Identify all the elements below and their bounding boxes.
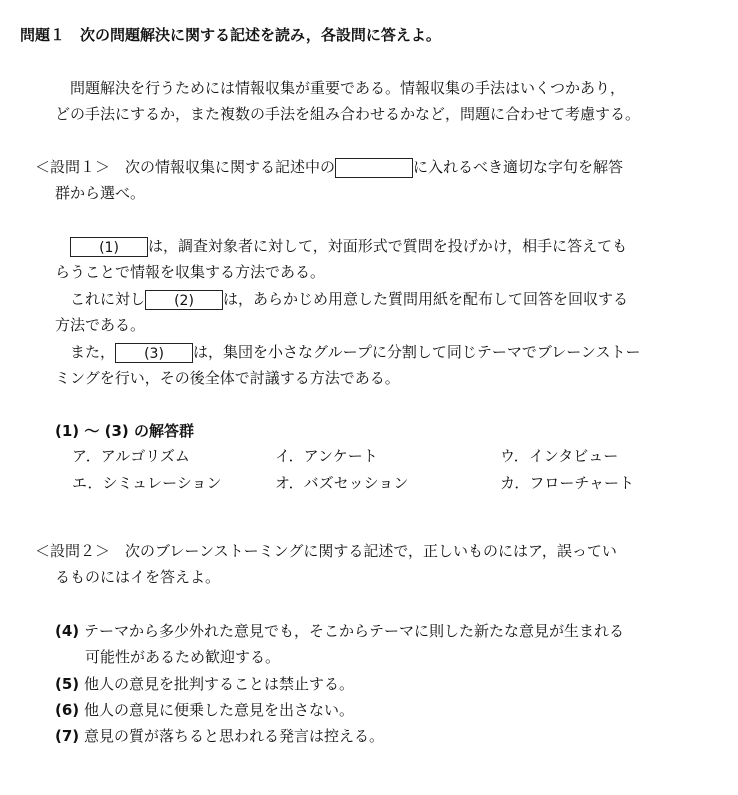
q2-instruction-line-1: ＜設問２＞ 次のブレーンストーミングに関する記述で，正しいものにはア，誤ってい [35, 542, 617, 560]
q1-p3-pre: また， [70, 343, 116, 361]
blank-box [335, 158, 413, 178]
q1-instruction-pre: ＜設問１＞ 次の情報収集に関する記述中の [35, 158, 336, 176]
item-number: (7) [55, 727, 80, 745]
q1-p2-text: は，あらかじめ用意した質問用紙を配布して回答を回収する [223, 290, 629, 308]
answer-box-3: (3) [115, 343, 193, 363]
item-text: テーマから多少外れた意見でも，そこからテーマに則した新たな意見が生まれる [83, 622, 624, 640]
q2-instruction-line-2: るものにはイを答えよ。 [55, 568, 221, 586]
intro-line-1: 問題解決を行うためには情報収集が重要である。情報収集の手法はいくつかあり， [70, 79, 626, 97]
q1-paragraph-3-line-1 [70, 342, 640, 363]
item-number: (6) [55, 701, 80, 719]
q2-item-6 [55, 700, 354, 720]
q1-p3-text: は，集団を小さなグループに分割して同じテーマでブレーンストー [193, 343, 641, 361]
q1-paragraph-2-line-2: 方法である。 [55, 316, 146, 334]
q2-item-4-line-1 [55, 621, 624, 641]
item-text: 意見の質が落ちると思われる発言は控える。 [83, 727, 384, 745]
q1-p2-pre: これに対し [70, 290, 146, 308]
q2-item-5 [55, 674, 354, 694]
q1-paragraph-1-line-2: らうことで情報を収集する方法である。 [55, 263, 326, 281]
option-ka: カ．フローチャート [500, 474, 634, 492]
answer-box-2: (2) [145, 290, 223, 310]
q1-paragraph-3-line-2: ミングを行い，その後全体で討議する方法である。 [55, 369, 400, 387]
q2-item-4-line-2: 可能性があるため歓迎する。 [85, 648, 281, 666]
q1-instruction-post: に入れるべき適切な字句を解答 [413, 158, 624, 176]
q1-paragraph-2-line-1 [70, 289, 628, 310]
item-text: 他人の意見に便乗した意見を出さない。 [83, 701, 354, 719]
q1-instruction-line-1 [35, 157, 623, 178]
option-o: オ．バズセッション [275, 474, 409, 492]
intro-line-2: どの手法にするか，また複数の手法を組み合わせるかなど，問題に合わせて考慮する。 [55, 105, 641, 123]
item-number: (5) [55, 675, 80, 693]
question-title: 問題１ 次の問題解決に関する記述を読み，各設問に答えよ。 [20, 26, 441, 44]
q2-item-7 [55, 726, 384, 746]
option-i: イ．アンケート [275, 447, 378, 465]
option-e: エ．シミュレーション [72, 474, 222, 492]
q1-instruction-line-2: 群から選べ。 [55, 184, 146, 202]
item-number: (4) [55, 622, 80, 640]
option-u: ウ．インタビュー [500, 447, 619, 465]
answer-box-1: (1) [70, 237, 148, 257]
answer-group-heading: (1) ～ (3) の解答群 [55, 422, 194, 440]
q1-p1-text: は，調査対象者に対して，対面形式で質問を投げかけ，相手に答えても [148, 237, 628, 255]
item-text: 他人の意見を批判することは禁止する。 [83, 675, 354, 693]
option-a: ア．アルゴリズム [72, 447, 190, 465]
q1-paragraph-1-line-1 [70, 236, 627, 257]
